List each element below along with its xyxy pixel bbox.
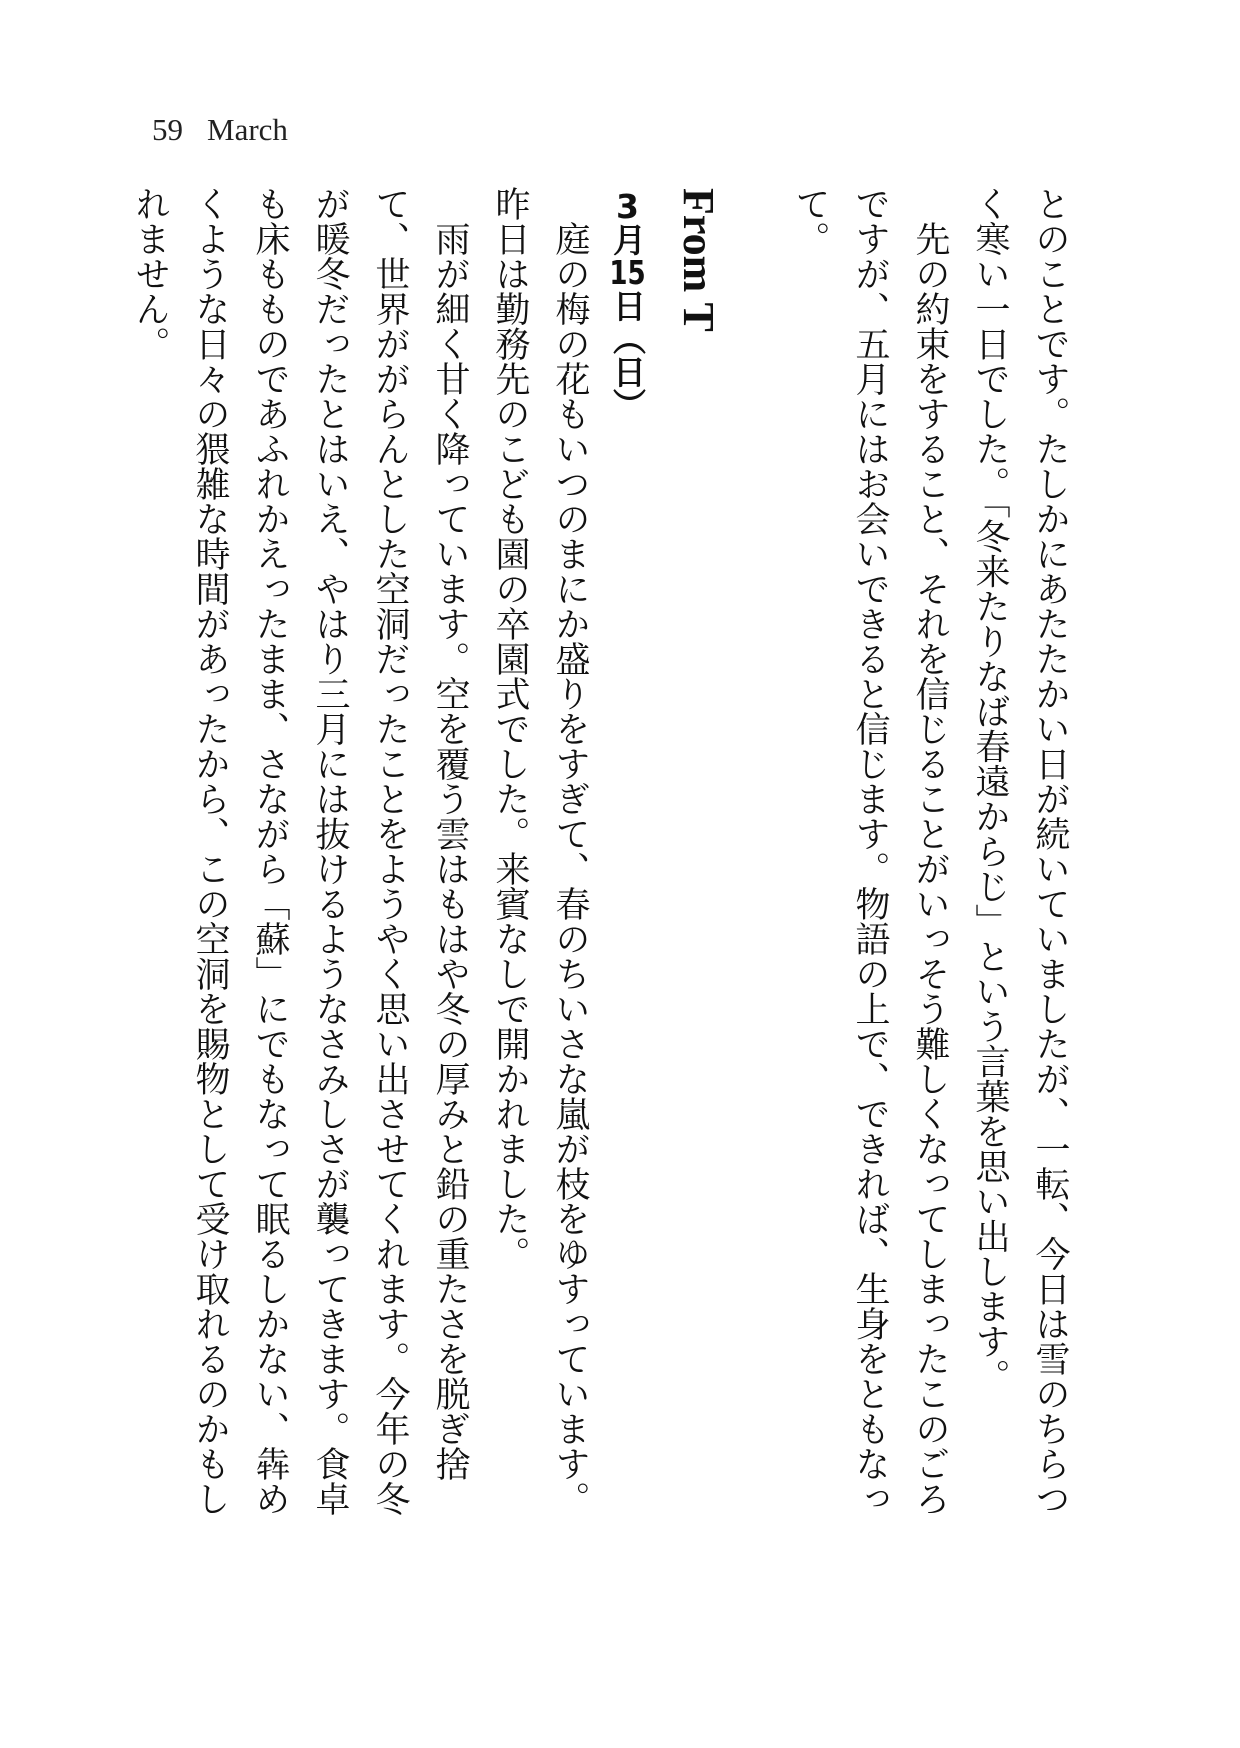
- body-paragraph: 先の約束をすること、それを信じることがいっそう難しくなってしまったこのごろですが、五月にはお会いできると信じます。物語の上で、できれば、生身をともなって。: [790, 186, 950, 1516]
- date-day-unit: 日: [608, 289, 647, 322]
- body-paragraph: とのことです。たしかにあたたかい日が続いていましたが、一転、今日は雪のちらつく寒い一日でした。「冬来たりなば春遠からじ」という言葉を思い出します。: [970, 186, 1070, 1516]
- date-weekday: （日）: [608, 322, 647, 421]
- body-paragraph: 雨が細く甘く降っています。空を覆う雲はもはや冬の厚みと鉛の重たさを脱ぎ捨て、世界ががらんとした空洞だったことをようやく思い出させてくれます。今年の冬が暖冬だったとはいえ、やはり三月には抜けるようなさみしさが襲ってきます。食卓も床もものであふれかえったまま、さながら「蘇」にでもなって眠るしかない、犇めくような日々の猥雑な時間があったから、この空洞を賜物として受け取れるのかもしれません。: [130, 186, 470, 1516]
- date-month: 3: [616, 190, 639, 223]
- page-number: 59: [152, 112, 183, 147]
- vertical-text-body: [130, 186, 1080, 1516]
- body-paragraph: 庭の梅の花もいつのまにか盛りをすぎて、春のちいさな嵐が枝をゆすっています。昨日は勤務先のこども園の卒園式でした。来賓なしで開かれました。: [490, 186, 590, 1516]
- date-month-unit: 月: [608, 223, 647, 256]
- running-head: [152, 112, 288, 148]
- date-day: 15: [609, 256, 646, 289]
- letter-date: [600, 186, 654, 1516]
- letter-heading: From T: [674, 188, 723, 332]
- section-title: March: [207, 112, 288, 147]
